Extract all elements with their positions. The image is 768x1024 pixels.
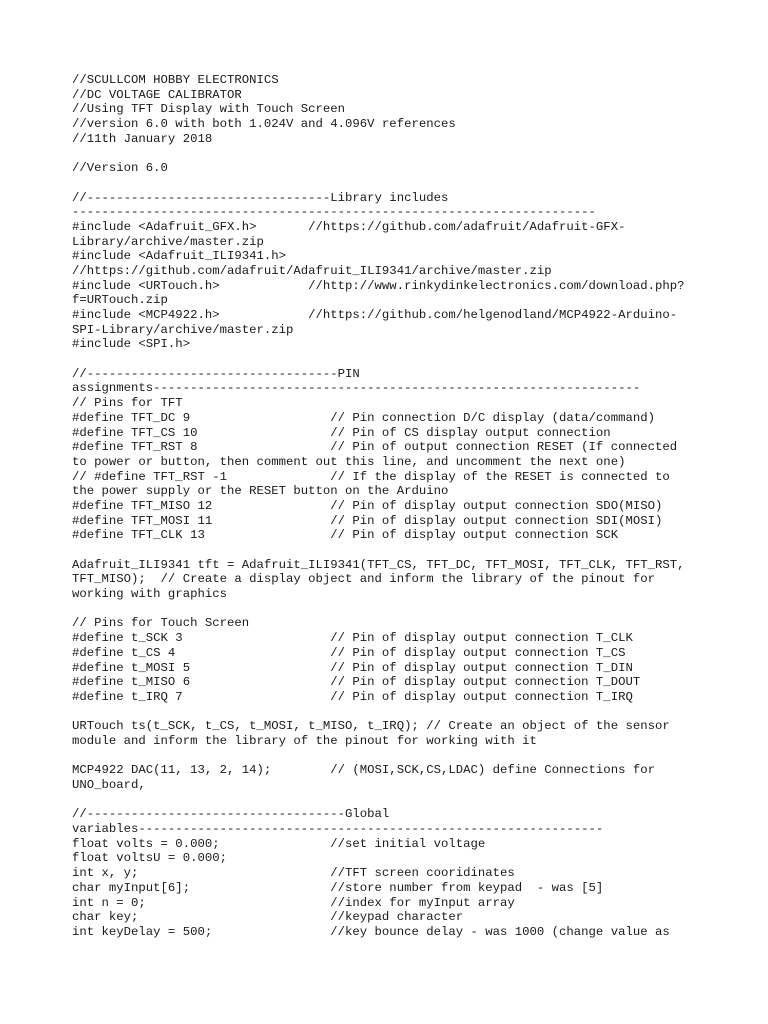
code-line: // Pins for Touch Screen	[72, 616, 250, 631]
source-code-listing	[72, 73, 712, 940]
code-line: int n = 0; //index for myInput array	[72, 895, 515, 910]
code-line: //-----------------------------------Global	[72, 807, 390, 822]
code-line: #define TFT_CLK 13 // Pin of display output connection SCK	[72, 528, 619, 543]
code-line: Library/archive/master.zip	[72, 234, 264, 249]
code-line: MCP4922 DAC(11, 13, 2, 14); // (MOSI,SCK,CS,LDAC) define Connections for	[72, 763, 655, 778]
code-line: //DC VOLTAGE CALIBRATOR	[72, 87, 242, 102]
code-line: //---------------------------------Library includes	[72, 190, 449, 205]
code-line: float voltsU = 0.000;	[72, 851, 227, 866]
code-line	[72, 602, 712, 617]
code-line: working with graphics	[72, 587, 227, 602]
code-line: variables---------------------------------------------------------------	[72, 822, 604, 837]
code-line: #define t_MISO 6 // Pin of display output connection T_DOUT	[72, 675, 641, 690]
code-line: #define t_MOSI 5 // Pin of display output connection T_DIN	[72, 660, 633, 675]
code-line	[72, 176, 712, 191]
code-line	[72, 749, 712, 764]
code-line: f=URTouch.zip	[72, 293, 168, 308]
code-line: #include <Adafruit_GFX.h> //https://github.com/adafruit/Adafruit-GFX-	[72, 219, 626, 234]
code-line	[72, 793, 712, 808]
code-line: int keyDelay = 500; //key bounce delay - was 1000 (change value as	[72, 924, 670, 939]
code-line	[72, 146, 712, 161]
code-line: #define t_SCK 3 // Pin of display output connection T_CLK	[72, 631, 633, 646]
code-line	[72, 705, 712, 720]
code-line: //11th January 2018	[72, 131, 213, 146]
code-line: // #define TFT_RST -1 // If the display of the RESET is connected to	[72, 469, 670, 484]
code-line: #define TFT_CS 10 // Pin of CS display output connection	[72, 425, 611, 440]
code-line: #include <MCP4922.h> //https://github.com/helgenodland/MCP4922-Arduino-	[72, 308, 678, 322]
code-line: //Version 6.0	[72, 161, 168, 176]
code-line: #include <URTouch.h> //http://www.rinkydinkelectronics.com/download.php?	[72, 278, 685, 293]
code-line: UNO_board,	[72, 778, 146, 792]
code-line: URTouch ts(t_SCK, t_CS, t_MOSI, t_MISO, t_IRQ); // Create an object of the sensor	[72, 719, 670, 734]
code-line: //Using TFT Display with Touch Screen	[72, 102, 346, 117]
code-line: // Pins for TFT	[72, 396, 183, 411]
code-line: char myInput[6]; //store number from keypad - was [5]	[72, 880, 604, 895]
code-line: //https://github.com/adafruit/Adafruit_ILI9341/archive/master.zip	[72, 263, 552, 278]
code-line: -----------------------------------------------------------------------	[72, 205, 596, 220]
code-line: SPI-Library/archive/master.zip	[72, 322, 294, 337]
code-line: char key; //keypad character	[72, 910, 464, 925]
code-line: //SCULLCOM HOBBY ELECTRONICS	[72, 73, 279, 87]
code-line	[72, 543, 712, 558]
code-line	[72, 352, 712, 367]
code-line: #define TFT_DC 9 // Pin connection D/C display (data/command)	[72, 410, 655, 425]
code-line: Adafruit_ILI9341 tft = Adafruit_ILI9341(TFT_CS, TFT_DC, TFT_MOSI, TFT_CLK, TFT_RST,	[72, 557, 685, 572]
code-line: int x, y; //TFT screen cooridinates	[72, 866, 515, 881]
code-line: //version 6.0 with both 1.024V and 4.096V references	[72, 117, 456, 132]
code-line: //----------------------------------PIN	[72, 366, 360, 381]
code-line: #include <Adafruit_ILI9341.h>	[72, 249, 287, 264]
code-line: module and inform the library of the pinout for working with it	[72, 733, 537, 748]
code-line: #define TFT_RST 8 // Pin of output connection RESET (If connected	[72, 440, 678, 455]
code-line: the power supply or the RESET button on the Arduino	[72, 484, 449, 499]
code-line: #define t_CS 4 // Pin of display output connection T_CS	[72, 645, 626, 660]
code-line: float volts = 0.000; //set initial voltage	[72, 836, 486, 851]
code-line: assignments------------------------------------------------------------------	[72, 381, 641, 396]
code-line: TFT_MISO); // Create a display object and inform the library of the pinout for	[72, 572, 655, 587]
code-line: #define TFT_MOSI 11 // Pin of display output connection SDI(MOSI)	[72, 513, 663, 528]
code-line: #define TFT_MISO 12 // Pin of display output connection SDO(MISO)	[72, 498, 663, 513]
code-line: #define t_IRQ 7 // Pin of display output connection T_IRQ	[72, 689, 633, 704]
code-line: #include <SPI.h>	[72, 337, 191, 352]
code-line: to power or button, then comment out this line, and uncomment the next one)	[72, 454, 626, 469]
